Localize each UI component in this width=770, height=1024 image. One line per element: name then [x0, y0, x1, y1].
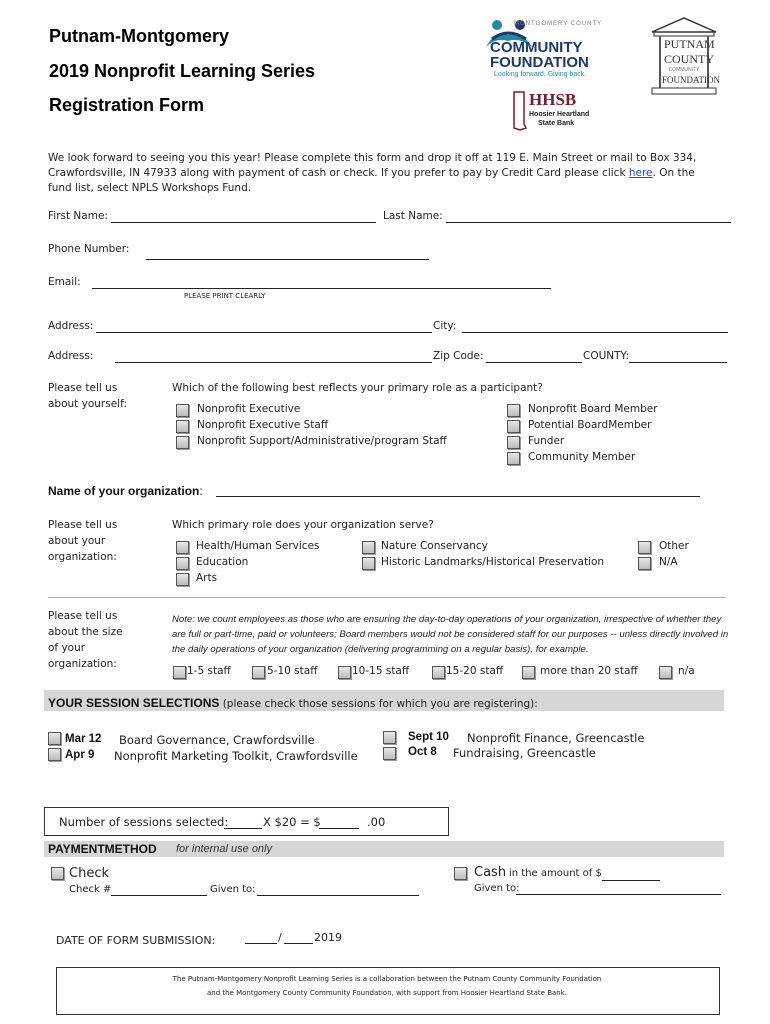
about-org-label-3: organization:: [48, 551, 117, 563]
cash-payment-checkbox[interactable]: [454, 867, 467, 880]
about-org-label-2: about your: [48, 535, 106, 547]
session-selections-heading: YOUR SESSION SELECTIONS (please check those sessions for which you are registering):: [48, 696, 538, 710]
org-role-label: Health/Human Services: [196, 540, 320, 552]
organization-name-field[interactable]: [216, 496, 700, 497]
organization-name-label: Name of your organization:: [48, 484, 203, 498]
staff-size-label: n/a: [678, 665, 695, 677]
role-checkbox[interactable]: [507, 436, 520, 449]
role-checkbox[interactable]: [176, 436, 189, 449]
role-checkbox[interactable]: [507, 452, 520, 465]
indiana-state-icon: [512, 90, 528, 132]
zip-field[interactable]: [486, 362, 582, 363]
cash-given-to-label: Given to:: [474, 883, 520, 894]
about-org-label-1: Please tell us: [48, 519, 118, 531]
session-date: Sept 10: [408, 731, 449, 743]
check-number-field[interactable]: [111, 895, 207, 896]
staff-size-checkbox[interactable]: [522, 666, 535, 679]
role-option-label: Nonprofit Support/Administrative/program Staff: [197, 435, 447, 447]
role-option-label: Nonprofit Executive Staff: [197, 419, 329, 431]
staff-size-label: 1-5 staff: [187, 665, 231, 677]
city-label: City:: [433, 320, 457, 332]
address-label: Address:: [48, 320, 94, 332]
date-month-field[interactable]: [245, 943, 277, 944]
staff-size-label: 5-10 staff: [267, 665, 318, 677]
staff-note-line2: are full or part-time, paid or volunteers; Board members would not be considered staff for our purposes -- unless directly involved in: [172, 629, 729, 640]
intro-paragraph: We look forward to seeing you this year! Please complete this form and drop it off at 119 E. Main Street or mail to Box 334, Crawfordsville, IN 47933 along with payment of cash or check. If you prefer to pay by Credit Card please click here. On the fund list, select NPLS Workshops Fund.: [48, 152, 697, 194]
city-field[interactable]: [462, 332, 728, 333]
zip-label: Zip Code:: [433, 350, 484, 362]
about-you-label-1: Please tell us: [48, 382, 118, 394]
check-label: Check: [69, 866, 109, 881]
county-label: COUNTY:: [583, 350, 630, 362]
session-date: Apr 9: [65, 749, 95, 761]
section-divider: [48, 597, 726, 598]
staff-size-label: more than 20 staff: [540, 665, 638, 677]
staff-size-label: 15-20 staff: [446, 665, 504, 677]
date-slash: /: [278, 931, 282, 944]
payment-method-heading: PAYMENTMETHOD: [48, 842, 157, 856]
address-field[interactable]: [96, 332, 432, 333]
org-role-label: Nature Conservancy: [381, 540, 488, 552]
role-checkbox[interactable]: [176, 420, 189, 433]
org-role-checkbox[interactable]: [176, 557, 189, 570]
date-day-field[interactable]: [284, 943, 313, 944]
session-date: Mar 12: [65, 733, 102, 745]
sessions-count-field[interactable]: [224, 828, 262, 829]
session-title: Board Governance, Crawfordsville: [119, 733, 315, 747]
check-payment-checkbox[interactable]: [51, 867, 64, 880]
address2-label: Address:: [48, 350, 94, 362]
role-checkbox[interactable]: [507, 404, 520, 417]
staff-size-checkbox[interactable]: [659, 666, 672, 679]
check-given-to-label: Given to:: [210, 884, 256, 895]
about-you-label-2: about yourself:: [48, 398, 127, 410]
cash-amount-label: in the amount of $: [509, 868, 602, 879]
session-checkbox[interactable]: [48, 748, 61, 761]
credit-card-link[interactable]: here: [628, 167, 653, 179]
cents-label: .00: [367, 815, 386, 829]
phone-field[interactable]: [146, 259, 429, 260]
email-label: Email:: [48, 276, 81, 288]
session-date: Oct 8: [408, 746, 437, 758]
session-title: Fundraising, Greencastle: [453, 746, 596, 760]
org-role-label: N/A: [659, 556, 678, 568]
cash-label: Cash: [474, 865, 507, 880]
org-size-label-4: organization:: [48, 658, 117, 670]
form-title-line1: Putnam-Montgomery: [49, 26, 229, 46]
org-role-label: Education: [196, 556, 249, 568]
org-size-label-1: Please tell us: [48, 610, 118, 622]
footer-line2: and the Montgomery County Community Foundation, with support from Hoosier Heartland State Bank.: [206, 989, 568, 997]
montgomery-community-foundation-logo: MONTGOMERY COUNTY COMMUNITY FOUNDATION Looking forward. Giving back.: [478, 15, 612, 85]
internal-use-note: for internal use only: [176, 843, 272, 855]
participant-role-question: Which of the following best reflects your primary role as a participant?: [172, 382, 543, 394]
role-option-label: Nonprofit Executive: [197, 403, 301, 415]
print-clearly-note: PLEASE PRINT CLEARLY: [184, 292, 266, 300]
sessions-selected-label: Number of sessions selected:: [59, 815, 229, 829]
session-checkbox[interactable]: [48, 732, 61, 745]
putnam-county-foundation-logo: PUTNAM COUNTY COMMUNITY FOUNDATION: [648, 14, 720, 96]
footer-line1: The Putnam-Montgomery Nonprofit Learning Series is a collaboration between the Putnam County Community Foundation: [172, 975, 602, 983]
staff-size-label: 10-15 staff: [352, 665, 410, 677]
staff-note-line3: the daily operations of your organization (delivering programming on a regular basis), for example.: [172, 644, 589, 655]
org-role-label: Other: [659, 540, 689, 552]
date-year: 2019: [314, 931, 342, 944]
check-number-label: Check #: [69, 884, 112, 895]
role-option-label: Community Member: [528, 451, 636, 463]
submission-date-label: DATE OF FORM SUBMISSION:: [56, 934, 216, 947]
session-checkbox[interactable]: [383, 731, 396, 744]
org-role-label: Historic Landmarks/Historical Preservation: [381, 556, 605, 568]
org-size-label-3: of your: [48, 642, 86, 654]
role-option-label: Nonprofit Board Member: [528, 403, 658, 415]
form-title-line3: Registration Form: [49, 95, 205, 115]
county-field[interactable]: [629, 362, 727, 363]
session-checkbox[interactable]: [383, 747, 396, 760]
org-role-checkbox[interactable]: [176, 573, 189, 586]
staff-size-checkbox[interactable]: [173, 666, 186, 679]
form-title-line2: 2019 Nonprofit Learning Series: [49, 61, 316, 81]
org-role-checkbox[interactable]: [638, 557, 651, 570]
phone-label: Phone Number:: [48, 243, 130, 255]
last-name-field[interactable]: [446, 222, 731, 223]
role-option-label: Potential BoardMember: [528, 419, 652, 431]
email-field[interactable]: [92, 288, 551, 289]
address2-field[interactable]: [115, 362, 432, 363]
org-role-checkbox[interactable]: [362, 557, 375, 570]
staff-size-checkbox[interactable]: [432, 666, 445, 679]
org-role-checkbox[interactable]: [638, 541, 651, 554]
session-title: Nonprofit Marketing Toolkit, Crawfordsville: [114, 749, 358, 763]
session-title: Nonprofit Finance, Greencastle: [467, 731, 645, 745]
last-name-label: Last Name:: [383, 210, 443, 222]
role-checkbox[interactable]: [507, 420, 520, 433]
org-role-checkbox[interactable]: [362, 541, 375, 554]
role-option-label: Funder: [528, 435, 565, 447]
staff-size-checkbox[interactable]: [338, 666, 351, 679]
role-checkbox[interactable]: [176, 404, 189, 417]
cash-given-to-field[interactable]: [516, 894, 721, 895]
staff-note-line1: Note: we count employees as those who are ensuring the day-to-day operations of your organization, irrespective of whether they: [172, 614, 722, 625]
check-given-to-field[interactable]: [257, 895, 419, 896]
first-name-label: First Name:: [48, 210, 108, 222]
org-role-label: Arts: [196, 572, 218, 584]
org-size-label-2: about the size: [48, 626, 123, 638]
org-role-checkbox[interactable]: [176, 541, 189, 554]
first-name-field[interactable]: [111, 222, 376, 223]
total-amount-field[interactable]: [319, 828, 359, 829]
hoosier-heartland-bank-logo: HHSB Hoosier Heartland State Bank: [512, 88, 592, 134]
cash-amount-field[interactable]: [602, 880, 660, 881]
price-multiplier-label: X $20 = $: [263, 815, 321, 829]
org-role-question: Which primary role does your organization serve?: [172, 519, 434, 531]
staff-size-checkbox[interactable]: [252, 666, 265, 679]
